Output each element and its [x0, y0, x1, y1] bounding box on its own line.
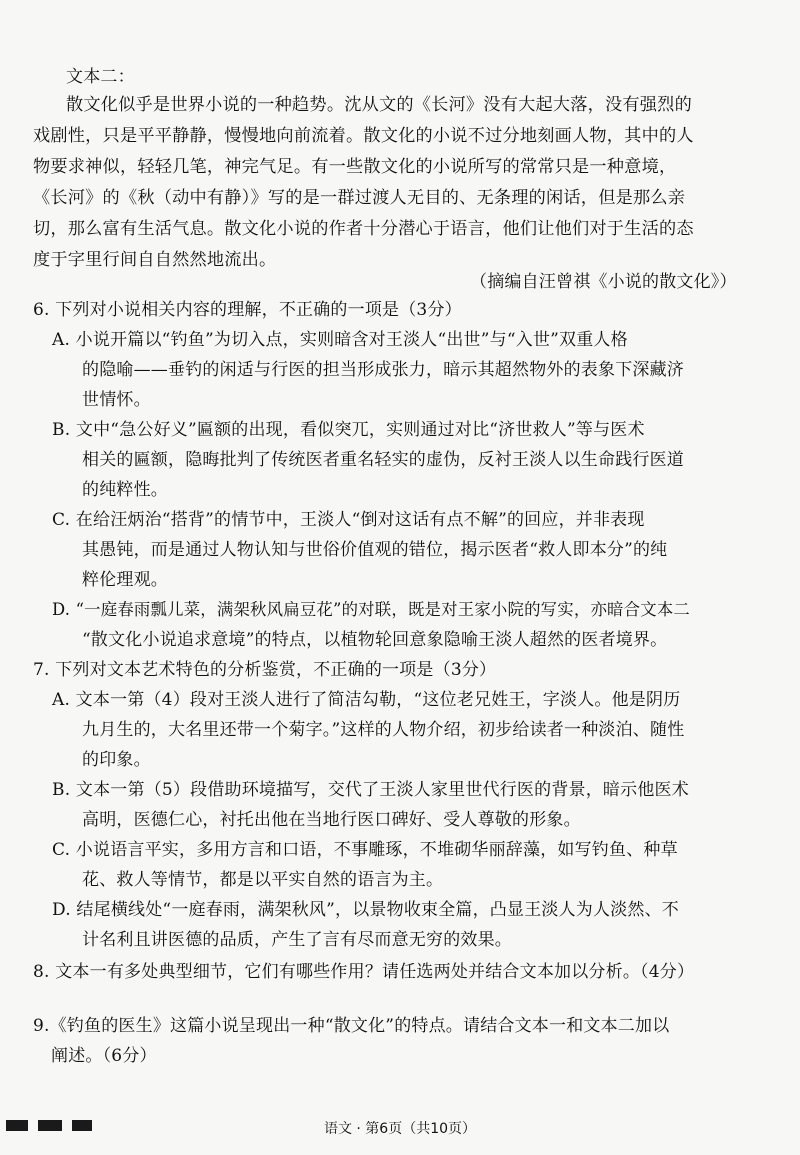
q6-option-b-cont: 相关的匾额，隐晦批判了传统医者重名轻实的虚伪，反衬王淡人以生命践行医道 [82, 450, 684, 470]
q6-option-a-cont: 的隐喻——垂钓的闲适与行医的担当形成张力，暗示其超然物外的表象下深藏济 [82, 360, 684, 380]
q6-option-c-cont: 其愚钝，而是通过人物认知与世俗价值观的错位，揭示医者“救人即本分”的纯 [82, 540, 668, 560]
q7-option-a-cont: 的印象。 [82, 750, 151, 770]
q6-option-a-cont: 世情怀。 [82, 390, 151, 410]
q7-option-b-cont: 高明，医德仁心，衬托出他在当地行医口碑好、受人尊敬的形象。 [82, 810, 581, 830]
text2-line: 度于字里行间自自然然地流出。 [33, 250, 277, 270]
q7-option-c-cont: 花、救人等情节，都是以平实自然的语言为主。 [82, 870, 444, 890]
page-footer: 语文 · 第6页（共10页） [323, 1121, 477, 1137]
q6-option-d-cont: “散文化小说追求意境”的特点，以植物轮回意象隐喻王淡人超然的医者境界。 [82, 630, 668, 650]
q6-option-c-cont: 粹伦理观。 [82, 570, 168, 590]
question-8-stem: 8. 文本一有多处典型细节，它们有哪些作用？请任选两处并结合文本加以分析。（4分） [33, 962, 695, 982]
question-6-stem: 6. 下列对小说相关内容的理解，不正确的一项是（3分） [33, 300, 462, 320]
text2-line: 物要求神似，轻轻几笔，神完气足。有一些散文化的小说所写的常常只是一种意境， [33, 157, 677, 177]
q7-option-d-cont: 计名利且讲医德的品质，产生了言有尽而意无穷的效果。 [82, 930, 512, 950]
q6-option-b-cont: 的纯粹性。 [82, 480, 168, 500]
text2-line: 散文化似乎是世界小说的一种趋势。沈从文的《长河》没有大起大落，没有强烈的 [66, 95, 692, 115]
question-7-stem: 7. 下列对文本艺术特色的分析鉴赏，不正确的一项是（3分） [33, 660, 497, 680]
question-9-stem-cont: 阐述。（6分） [51, 1046, 157, 1066]
q6-option-a: A. 小说开篇以“钓鱼”为切入点，实则暗含对王淡人“出世”与“入世”双重人格 [52, 330, 628, 350]
q6-option-d: D. “一庭春雨瓢儿菜，满架秋风扁豆花”的对联，既是对王家小院的写实，亦暗合文本二 [52, 600, 690, 619]
text2-source: （摘编自汪曾祺《小说的散文化》） [470, 272, 737, 292]
q7-option-a-cont: 九月生的，大名里还带一个菊字。”这样的人物介绍，初步给读者一种淡泊、随性 [82, 720, 685, 740]
q7-option-a: A. 文本一第（4）段对王淡人进行了简洁勾勒，“这位老兄姓王，字淡人。他是阴历 [52, 690, 681, 710]
q7-option-d: D. 结尾横线处“一庭春雨，满架秋风”，以景物收束全篇，凸显王淡人为人淡然、不 [52, 900, 680, 920]
q7-option-b: B. 文本一第（5）段借助环境描写，交代了王淡人家里世代行医的背景，暗示他医术 [52, 780, 689, 800]
question-9-stem: 9.《钓鱼的医生》这篇小说呈现出一种“散文化”的特点。请结合文本一和文本二加以 [33, 1016, 670, 1036]
text2-line: 《长河》的《秋（动中有静）》写的是一群过渡人无目的、无条理的闲话，但是那么亲 [33, 188, 686, 208]
text2-line: 切，那么富有生活气息。散文化小说的作者十分潜心于语言，他们让他们对于生活的态 [33, 219, 694, 239]
q6-option-b: B. 文中“急公好义”匾额的出现，看似突兀，实则通过对比“济世救人”等与医术 [52, 420, 645, 440]
text2-line: 戏剧性，只是平平静静，慢慢地向前流着。散文化的小说不过分地刻画人物，其中的人 [33, 126, 694, 146]
q7-option-c: C. 小说语言平实，多用方言和口语，不事雕琢，不堆砌华丽辞藻，如写钓鱼、种草 [52, 840, 678, 860]
text2-heading: 文本二： [66, 67, 135, 87]
q6-option-c: C. 在给汪炳治“搭背”的情节中，王淡人“倒对这话有点不解”的回应，并非表现 [52, 510, 645, 530]
